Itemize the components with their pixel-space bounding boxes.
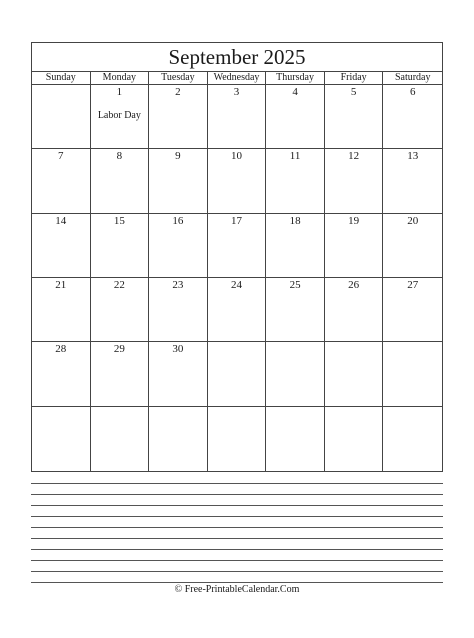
- day-cell: [266, 342, 325, 406]
- day-number: 18: [289, 214, 301, 227]
- note-line: [31, 527, 443, 528]
- day-number: [208, 342, 266, 343]
- weekday-header: [32, 72, 442, 85]
- day-cell: [149, 407, 208, 471]
- day-number: 24: [230, 279, 242, 291]
- day-number: 19: [348, 214, 360, 227]
- footer-copyright: © Free-PrintableCalendar.Com: [174, 584, 300, 595]
- day-cell: [325, 407, 384, 471]
- day-number: [266, 407, 324, 408]
- day-cell: [266, 85, 325, 149]
- day-cell: [383, 85, 442, 149]
- day-number: 20: [407, 214, 419, 227]
- note-line: [31, 549, 443, 550]
- notes-area: [31, 483, 443, 593]
- day-cell: [266, 278, 325, 342]
- day-number: [266, 342, 324, 343]
- day-cell: [266, 149, 325, 213]
- day-number: [32, 85, 90, 86]
- note-line: [31, 560, 443, 561]
- day-number: 5: [350, 86, 357, 98]
- day-cell: [208, 214, 267, 278]
- note-line: [31, 483, 443, 484]
- weekday-thursday: Thursday: [266, 72, 325, 84]
- day-cell: [208, 278, 267, 342]
- day-cell: [149, 85, 208, 149]
- day-cell: [208, 85, 267, 149]
- day-cell: [383, 407, 442, 471]
- day-cell: [32, 85, 91, 149]
- day-number: 11: [289, 150, 301, 163]
- weekday-wednesday: Wednesday: [208, 72, 267, 84]
- day-number: 13: [407, 150, 419, 163]
- day-cell: [208, 342, 267, 406]
- day-number: [383, 407, 442, 408]
- day-cell: [32, 149, 91, 213]
- day-cell: [32, 214, 91, 278]
- weekday-saturday: Saturday: [394, 72, 431, 83]
- day-number: 4: [292, 86, 298, 98]
- day-cell: [91, 149, 150, 213]
- day-number: 17: [230, 214, 242, 227]
- day-cell: [32, 407, 91, 471]
- day-cell: [325, 214, 384, 278]
- day-number: 23: [172, 279, 184, 291]
- day-cell: [266, 214, 325, 278]
- day-number: [208, 407, 266, 408]
- day-number: 10: [230, 150, 242, 163]
- day-cell: [91, 278, 150, 342]
- day-cell: [266, 407, 325, 471]
- calendar: [31, 42, 443, 472]
- weekday-monday: Monday: [91, 72, 150, 84]
- day-number: 30: [172, 343, 184, 356]
- note-line: [31, 516, 443, 517]
- day-cell: [91, 407, 150, 471]
- note-line: [31, 505, 443, 506]
- day-cell: [149, 214, 208, 278]
- day-number: 28: [55, 343, 67, 356]
- weekday-tuesday: Tuesday: [149, 72, 208, 84]
- day-number: 6: [409, 86, 416, 98]
- day-cell: [383, 214, 442, 278]
- day-cell: [325, 278, 384, 342]
- day-number: [325, 407, 383, 408]
- weekday-friday: Friday: [325, 72, 384, 84]
- day-number: 25: [289, 279, 301, 291]
- day-cell: [325, 149, 384, 213]
- day-cell: [149, 342, 208, 406]
- day-number: 9: [175, 150, 181, 163]
- note-line: [31, 571, 443, 572]
- day-number: 2: [175, 86, 181, 98]
- day-number: 1: [116, 86, 123, 98]
- day-number: [91, 407, 149, 408]
- day-cell: [325, 85, 384, 149]
- day-number: 29: [113, 343, 125, 356]
- day-number: [32, 407, 90, 408]
- note-line: [31, 582, 443, 583]
- day-cell: [383, 278, 442, 342]
- day-number: [383, 342, 442, 343]
- day-cell: [208, 407, 267, 471]
- day-cell: [32, 342, 91, 406]
- day-number: 8: [116, 150, 123, 163]
- day-cell: [91, 342, 150, 406]
- day-grid: [32, 85, 442, 471]
- day-cell: [149, 149, 208, 213]
- day-number: [325, 342, 383, 343]
- day-number: 22: [113, 279, 125, 291]
- day-number: 3: [233, 86, 240, 98]
- day-cell: [383, 149, 442, 213]
- day-cell: [208, 149, 267, 213]
- note-line: [31, 494, 443, 495]
- day-number: [149, 407, 207, 408]
- day-number: 27: [407, 279, 419, 291]
- weekday-sunday: Sunday: [32, 72, 91, 84]
- day-cell: [325, 342, 384, 406]
- day-cell: [149, 278, 208, 342]
- note-line: [31, 538, 443, 539]
- day-number: 26: [348, 279, 360, 291]
- day-cell: [383, 342, 442, 406]
- day-number: 16: [172, 214, 184, 227]
- day-number: 12: [348, 150, 360, 163]
- day-cell: [32, 278, 91, 342]
- day-number: 7: [58, 150, 64, 163]
- day-number: 14: [55, 214, 67, 227]
- day-cell: [91, 85, 150, 149]
- day-cell: [91, 214, 150, 278]
- calendar-title: September 2025: [32, 43, 442, 72]
- day-number: 15: [113, 214, 125, 227]
- day-number: 21: [55, 279, 67, 291]
- day-event: Labor Day: [97, 110, 141, 121]
